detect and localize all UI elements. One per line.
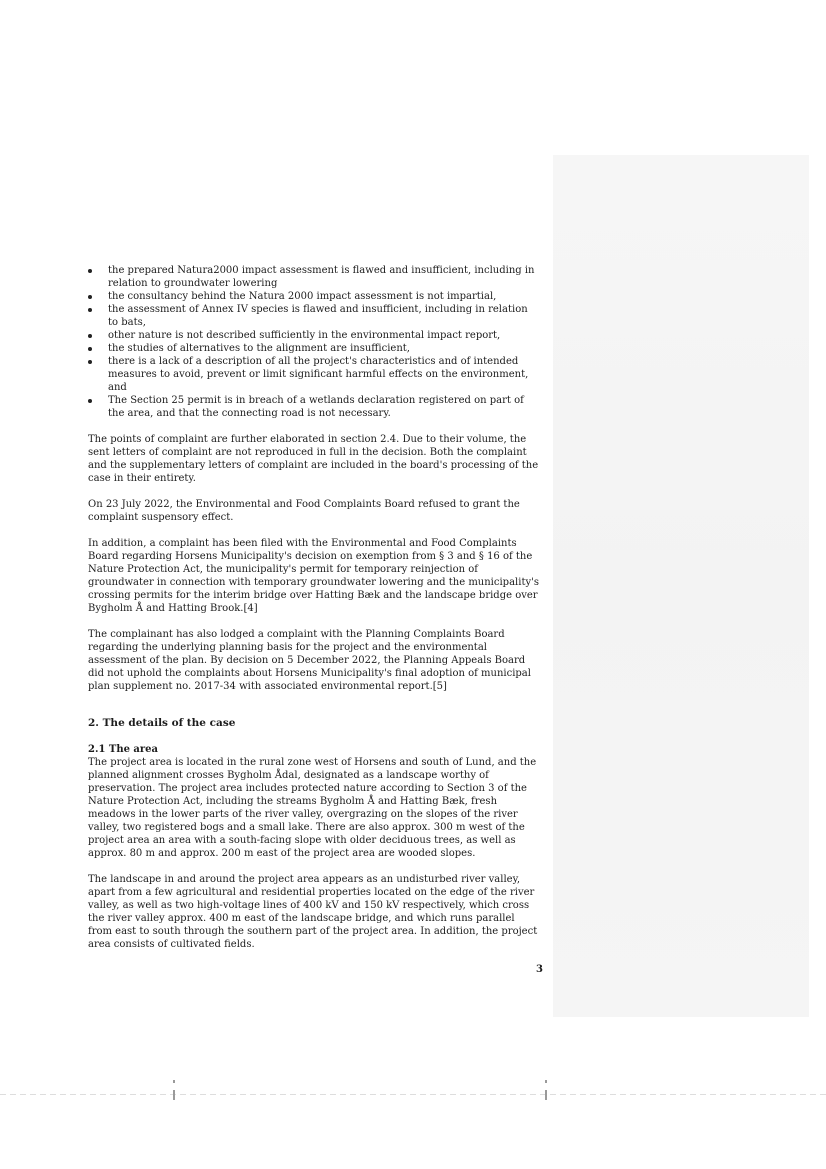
landscape-paragraph: The landscape in and around the project area appears as an undisturbed river valley, apart from a few agricultural and residential properties located on the edge of the river valley, as well as two high-voltage lines of 400 kV and 150 kV respectively, which cross the river valley approx. 400 m east of the landscape bridge, and which runs parallel from east to south through the southern part of the project area. In addition, the project area consists of cultivated fields.	[88, 874, 538, 950]
scan-artifact-mark	[173, 1090, 175, 1100]
bullet-icon	[88, 360, 92, 364]
scan-artifact-mark	[173, 1080, 175, 1083]
planning-complaint-paragraph: The complainant has also lodged a complaint with the Planning Complaints Board regarding the underlying planning basis for the project and the environmental assessment of the plan. By decision on 5 December 2022, the Planning Appeals Board did not uphold the complaints about Horsens Municipality's final adoption of municipal plan supplement no. 2017-34 with associated environmental report.[5]	[88, 629, 531, 692]
complaint-points-paragraph: The points of complaint are further elaborated in section 2.4. Due to their volume, the sent letters of complaint are not reproduced in full in the decision. Both the complaint and the supplementary letters of complaint are included in the board's processing of the case in their entirety.	[88, 434, 539, 484]
scan-artifact-line	[0, 1094, 826, 1095]
list-item: there is a lack of a description of all the project's characteristics and of intended measures to avoid, prevent or limit significant harmful effects on the environment, and	[88, 355, 540, 394]
additional-complaint-paragraph: In addition, a complaint has been filed with the Environmental and Food Complaints Board regarding Horsens Municipality's decision on exemption from § 3 and § 16 of the Nature Protection Act, the municipality's permit for temporary reinjection of groundwater in connection with temporary groundwater lowering and the municipality's crossing permits for the interim bridge over Hatting Bæk and the landscape bridge over Bygholm Å and Hatting Brook.[4]	[88, 538, 539, 614]
scan-shadow	[553, 155, 809, 1017]
list-item: other nature is not described sufficiently in the environmental impact report,	[88, 329, 540, 342]
list-item: the consultancy behind the Natura 2000 impact assessment is not impartial,	[88, 290, 540, 303]
list-item: the assessment of Annex IV species is flawed and insufficient, including in relation to bats,	[88, 303, 540, 329]
list-item: the prepared Natura2000 impact assessment is flawed and insufficient, including in relation to groundwater lowering	[88, 264, 540, 290]
complaint-points-list	[88, 264, 540, 420]
bullet-icon	[88, 347, 92, 351]
section-heading: 2. The details of the case	[88, 717, 236, 729]
subsection-heading: 2.1 The area	[88, 744, 159, 755]
scan-artifact-mark	[545, 1080, 547, 1083]
document-body	[88, 264, 540, 951]
bullet-icon	[88, 269, 92, 273]
bullet-icon	[88, 295, 92, 299]
page-number: 3	[536, 964, 543, 975]
area-paragraph: The project area is located in the rural zone west of Horsens and south of Lund, and the planned alignment crosses Bygholm Ådal, designated as a landscape worthy of preservation. The project area includes protected nature according to Section 3 of the Nature Protection Act, including the streams Bygholm Å and Hatting Bæk, fresh meadows in the lower parts of the river valley, overgrazing on the slopes of the river valley, two registered bogs and a small lake. There are also approx. 300 m west of the project area an area with a south-facing slope with older deciduous trees, as well as approx. 80 m and approx. 200 m east of the project area are wooded slopes.	[88, 757, 537, 859]
list-item: the studies of alternatives to the alignment are insufficient,	[88, 342, 540, 355]
list-item: The Section 25 permit is in breach of a wetlands declaration registered on part of the area, and that the connecting road is not necessary.	[88, 394, 540, 420]
bullet-icon	[88, 334, 92, 338]
scan-artifact-mark	[545, 1090, 547, 1100]
bullet-icon	[88, 399, 92, 403]
suspensory-paragraph: On 23 July 2022, the Environmental and Food Complaints Board refused to grant the complaint suspensory effect.	[88, 499, 520, 523]
bullet-icon	[88, 308, 92, 312]
